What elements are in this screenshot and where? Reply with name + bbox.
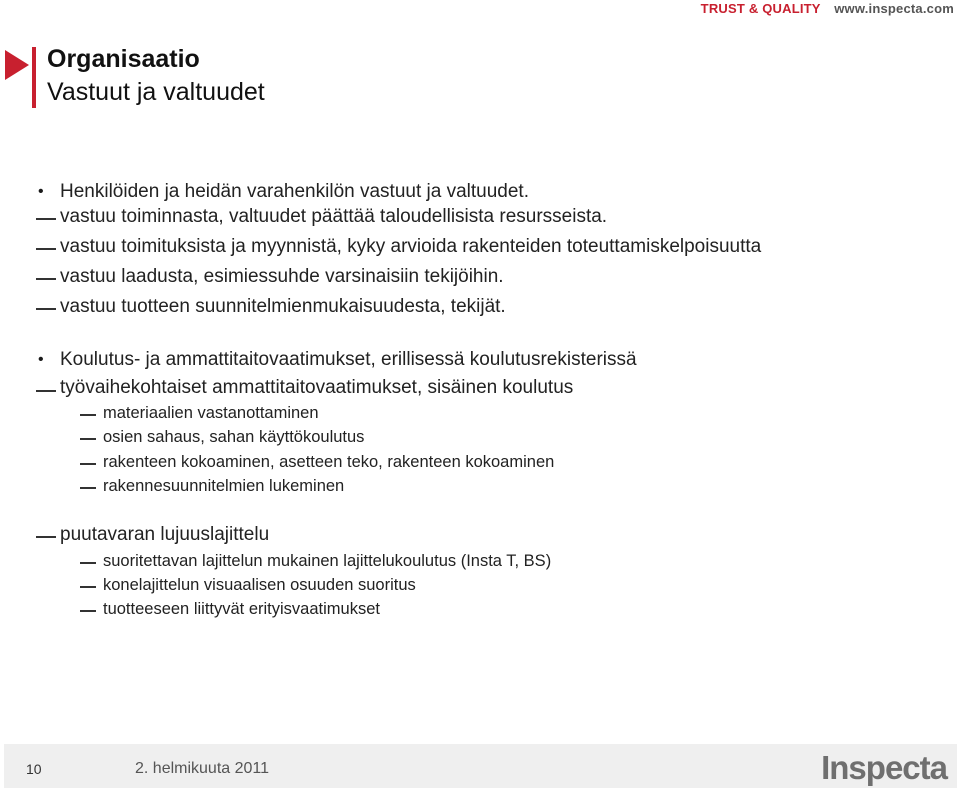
list-item: Koulutus- ja ammattitaitovaatimukset, erillisessä koulutusrekisterissä — [60, 349, 637, 370]
list-item: vastuu tuotteen suunnitelmienmukaisuudesta, tekijät. — [60, 296, 506, 317]
list-item: vastuu laadusta, esimiessuhde varsinaisiin tekijöihin. — [60, 266, 504, 287]
footer-date: 2. helmikuuta 2011 — [135, 760, 270, 777]
footer-bar — [4, 744, 957, 788]
title-accent-bar — [32, 47, 36, 108]
list-item: työvaihekohtaiset ammattitaitovaatimukset, sisäinen koulutus — [60, 377, 574, 398]
dash-icon — [80, 414, 96, 416]
list-item: konelajittelun visuaalisen osuuden suoritus — [103, 576, 416, 594]
list-item: tuotteeseen liittyvät erityisvaatimukset — [103, 600, 380, 618]
dash-icon — [80, 562, 96, 564]
dash-icon — [80, 586, 96, 588]
dash-icon — [36, 278, 56, 280]
list-item: vastuu toimituksista ja myynnistä, kyky arvioida rakenteiden toteuttamiskelpoisuutta — [60, 236, 762, 257]
page-number: 10 — [26, 761, 42, 777]
dash-icon — [80, 438, 96, 440]
brand-website: www.inspecta.com — [834, 1, 954, 16]
inspecta-logo: Inspecta — [821, 749, 947, 786]
bullet-icon: • — [38, 183, 44, 200]
dash-icon — [36, 248, 56, 250]
dash-icon — [36, 218, 56, 220]
brand-header — [701, 1, 954, 16]
list-item: materiaalien vastanottaminen — [103, 404, 319, 422]
list-item: rakenteen kokoaminen, asetteen teko, rakenteen kokoaminen — [103, 453, 555, 471]
list-item: vastuu toiminnasta, valtuudet päättää taloudellisista resursseista. — [60, 206, 608, 227]
dash-icon — [36, 308, 56, 310]
dash-icon — [36, 536, 56, 538]
dash-icon — [80, 610, 96, 612]
dash-icon — [80, 463, 96, 465]
title-arrow-icon — [5, 50, 29, 80]
bullet-icon: • — [38, 351, 44, 368]
dash-icon — [36, 390, 56, 392]
list-item: suoritettavan lajittelun mukainen lajittelukoulutus (Insta T, BS) — [103, 552, 552, 570]
page-subtitle: Vastuut ja valtuudet — [47, 78, 265, 106]
brand-tagline: TRUST & QUALITY — [700, 1, 821, 16]
dash-icon — [80, 487, 96, 489]
list-item: rakennesuunnitelmien lukeminen — [103, 477, 345, 495]
page-title: Organisaatio — [47, 45, 200, 73]
list-item: Henkilöiden ja heidän varahenkilön vastuut ja valtuudet. — [60, 181, 529, 202]
list-item: puutavaran lujuuslajittelu — [60, 524, 270, 545]
list-item: osien sahaus, sahan käyttökoulutus — [103, 428, 365, 446]
